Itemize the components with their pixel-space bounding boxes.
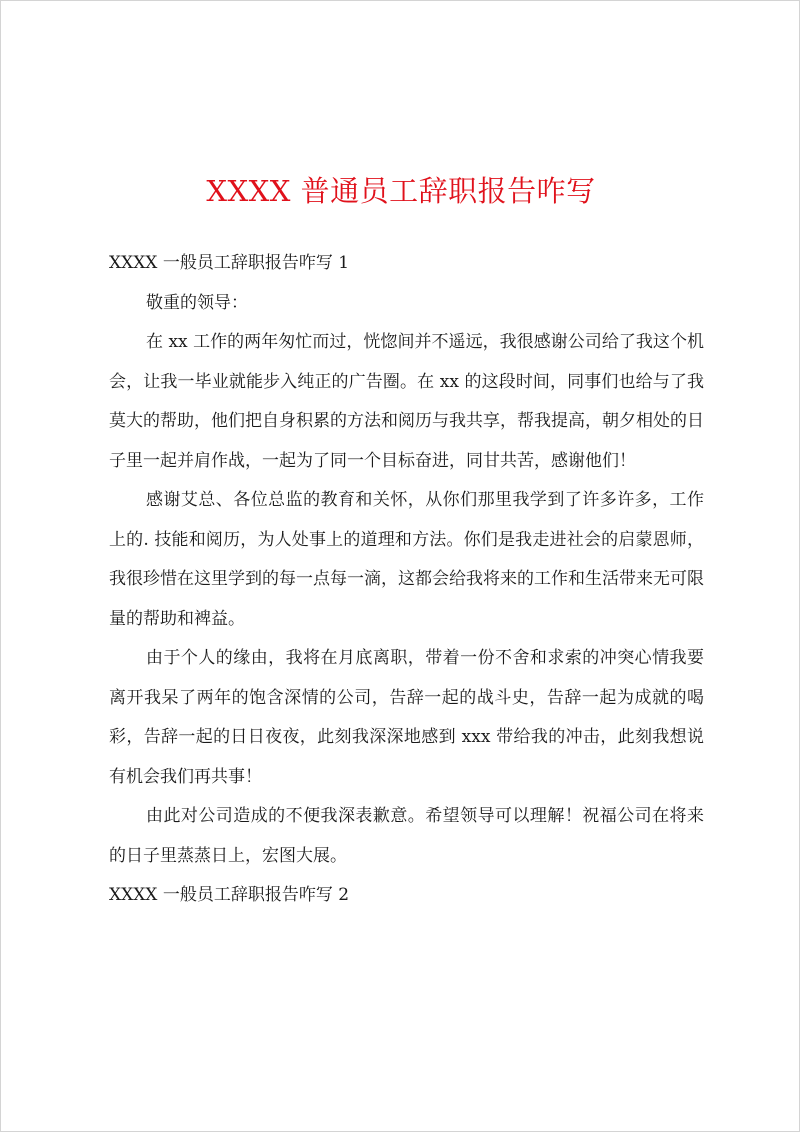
document-title: XXXX 普通员工辞职报告咋写 bbox=[206, 174, 596, 208]
paragraph-resignation-reason: 由于个人的缘由，我将在月底离职，带着一份不舍和求索的冲突心情我要离开我呆了两年的饱含深情的公司，告辞一起的战斗史，告辞一起为成就的喝彩，告辞一起的日日夜夜，此刻我深深地感到 xxx 带给我的冲击，此刻我想说有机会我们再共事！ bbox=[109, 648, 704, 787]
section-heading-2: XXXX 一般员工辞职报告咋写 2 bbox=[109, 885, 350, 905]
paragraph-apology: 由此对公司造成的不便我深表歉意。希望领导可以理解！祝福公司在将来的日子里蒸蒸日上，宏图大展。 bbox=[109, 806, 704, 866]
paragraph-thanks-leaders: 感谢艾总、各位总监的教育和关怀，从你们那里我学到了许多许多，工作上的. 技能和阅历，为人处事上的道理和方法。你们是我走进社会的启蒙恩师，我很珍惜在这里学到的每一点每一滴，这都会给我将来的工作和生活带来无可限量的帮助和裨益。 bbox=[109, 490, 704, 629]
paragraph-gratitude: 在 xx 工作的两年匆忙而过，恍惚间并不遥远，我很感谢公司给了我这个机会，让我一毕业就能步入纯正的广告圈。在 xx 的这段时间，同事们也给与了我莫大的帮助，他们把自身积累的方法和阅历与我共享，帮我提高，朝夕相处的日子里一起并肩作战，一起为了同一个目标奋进，同甘共苦，感谢他们！ bbox=[109, 332, 704, 471]
document-body bbox=[109, 244, 704, 916]
section-heading-1: XXXX 一般员工辞职报告咋写 1 bbox=[109, 253, 350, 273]
salutation: 敬重的领导： bbox=[146, 292, 248, 313]
